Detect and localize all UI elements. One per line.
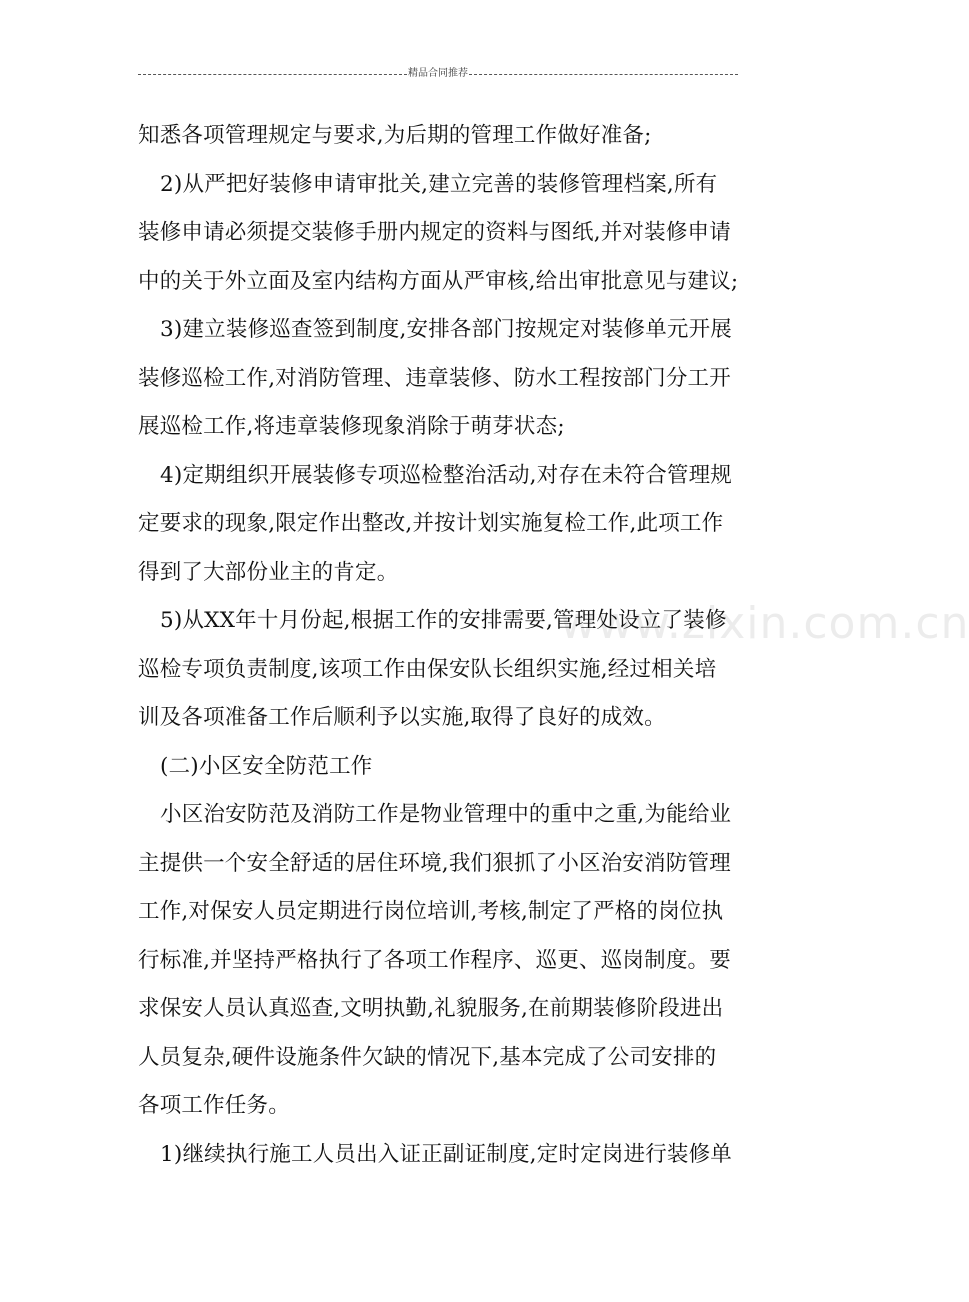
text-line: 行标准,并坚持严格执行了各项工作程序、巡更、巡岗制度。要	[138, 947, 731, 973]
text-line: 工作,对保安人员定期进行岗位培训,考核,制定了严格的岗位执	[138, 899, 724, 924]
text-line: 1)继续执行施工人员出入证正副证制度,定时定岗进行装修单	[160, 1141, 733, 1167]
watermark: www.zixin.com.cn	[560, 598, 969, 649]
text-line: 小区治安防范及消防工作是物业管理中的重中之重,为能给业	[160, 802, 732, 827]
text-line: 人员复杂,硬件设施条件欠缺的情况下,基本完成了公司安排的	[138, 1044, 717, 1070]
text-line: 展巡检工作,将违章装修现象消除于萌芽状态;	[138, 414, 565, 439]
text-line: 2)从严把好装修申请审批关,建立完善的装修管理档案,所有	[160, 171, 718, 197]
page-header	[138, 66, 738, 82]
text-line: 中的关于外立面及室内结构方面从严审核,给出审批意见与建议;	[138, 268, 739, 294]
header-dash-left	[138, 74, 407, 75]
text-line: 4)定期组织开展装修专项巡检整治活动,对存在未符合管理规	[160, 462, 733, 488]
header-dash-right	[469, 74, 738, 75]
body-text	[138, 112, 798, 1179]
text-line: 装修申请必须提交装修手册内规定的资料与图纸,并对装修申请	[138, 220, 731, 245]
text-line: 训及各项准备工作后顺利予以实施,取得了良好的成效。	[138, 705, 666, 730]
text-line: 定要求的现象,限定作出整改,并按计划实施复检工作,此项工作	[138, 511, 724, 536]
section-heading: (二)小区安全防范工作	[160, 753, 373, 779]
text-line: 求保安人员认真巡查,文明执勤,礼貌服务,在前期装修阶段进出	[138, 996, 724, 1021]
text-line: 各项工作任务。	[138, 1093, 290, 1118]
header-title: 精品合同推荐	[408, 68, 468, 79]
text-line: 巡检专项负责制度,该项工作由保安队长组织实施,经过相关培	[138, 656, 717, 682]
text-line: 3)建立装修巡查签到制度,安排各部门按规定对装修单元开展	[160, 317, 733, 342]
text-line: 知悉各项管理规定与要求,为后期的管理工作做好准备;	[138, 123, 652, 148]
text-line: 主提供一个安全舒适的居住环境,我们狠抓了小区治安消防管理	[138, 850, 731, 876]
text-line: 5)从XX年十月份起,根据工作的安排需要,管理处设立了装修	[160, 608, 727, 633]
text-line: 装修巡检工作,对消防管理、违章装修、防水工程按部门分工开	[138, 365, 731, 391]
text-line: 得到了大部份业主的肯定。	[138, 559, 399, 585]
